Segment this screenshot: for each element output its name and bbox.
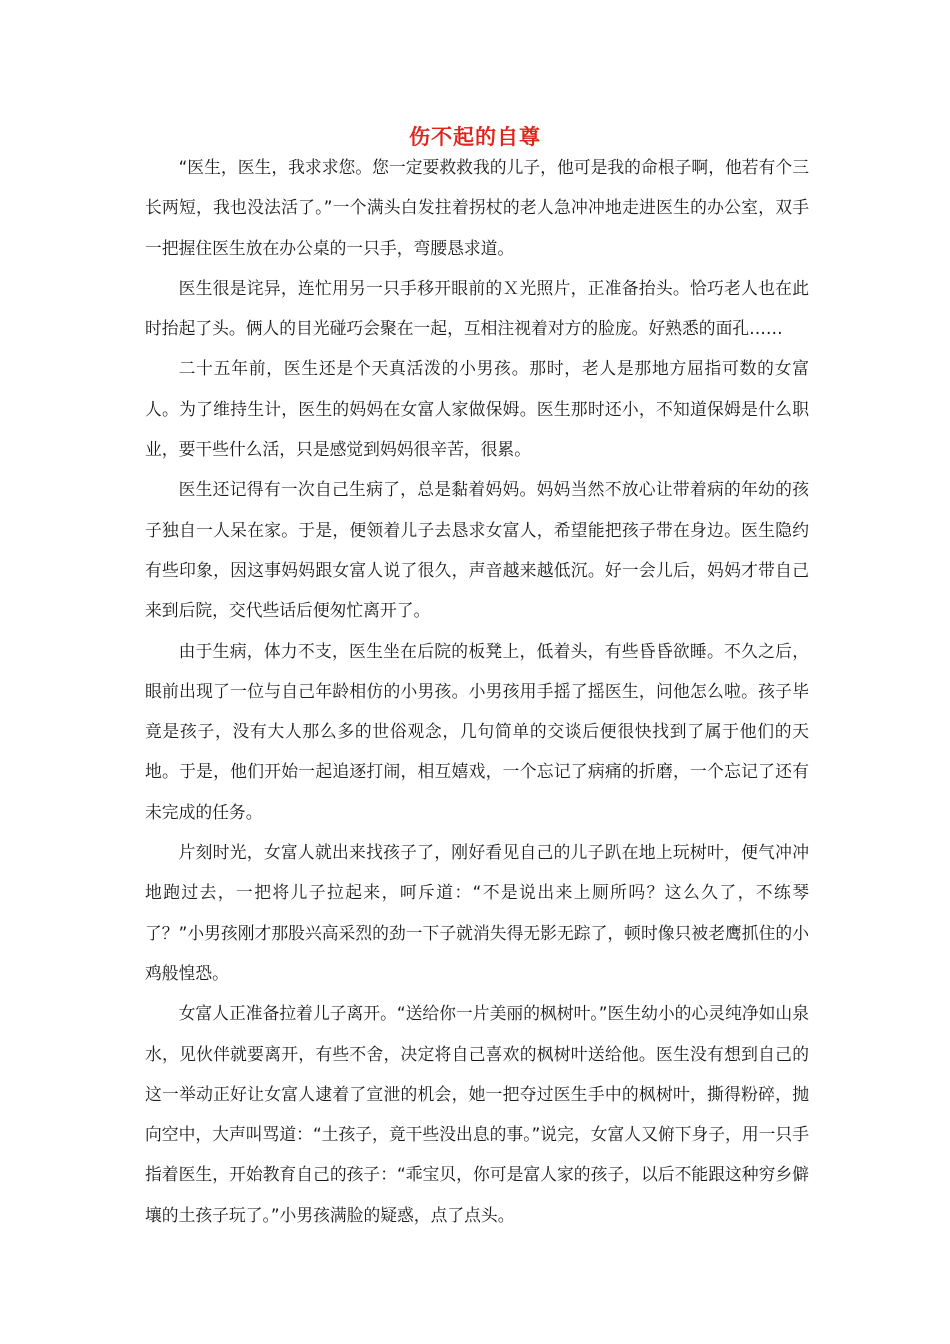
paragraph-4: 医生还记得有一次自己生病了，总是黏着妈妈。妈妈当然不放心让带着病的年幼的孩子独自一人呆在家。于是，便领着儿子去恳求女富人，希望能把孩子带在身边。医生隐约有些印象，因这事妈妈跟女富人说了很久，声音越来越低沉。好一会儿后，妈妈才带自己来到后院，交代些话后便匆忙离开了。 bbox=[145, 479, 809, 621]
article-title: 伤不起的自尊 bbox=[409, 125, 541, 149]
paragraph-2: 医生很是诧异，连忙用另一只手移开眼前的Ｘ光照片，正准备抬头。恰巧老人也在此时抬起了头。俩人的目光碰巧会聚在一起，互相注视着对方的脸庞。好熟悉的面孔…… bbox=[145, 277, 809, 339]
paragraph-5: 由于生病，体力不支，医生坐在后院的板凳上，低着头，有些昏昏欲睡。不久之后，眼前出现了一位与自己年龄相仿的小男孩。小男孩用手摇了摇医生，问他怎么啦。孩子毕竟是孩子，没有大人那么多的世俗观念，几句简单的交谈后便很快找到了属于他们的天地。于是，他们开始一起追逐打闹，相互嬉戏，一个忘记了病痛的折磨，一个忘记了还有未完成的任务。 bbox=[145, 640, 809, 822]
paragraph-7: 女富人正准备拉着儿子离开。“送给你一片美丽的枫树叶。”医生幼小的心灵纯净如山泉水，见伙伴就要离开，有些不舍，决定将自己喜欢的枫树叶送给他。医生没有想到自己的这一举动正好让女富人逮着了宣泄的机会，她一把夺过医生手中的枫树叶，撕得粉碎，抛向空中，大声叫骂道：“土孩子，竟干些没出息的事。”说完，女富人又俯下身子，用一只手指着医生，开始教育自己的孩子：“乖宝贝，你可是富人家的孩子，以后不能跟这种穷乡僻壤的土孩子玩了。”小男孩满脸的疑惑，点了点头。 bbox=[145, 1003, 809, 1225]
paragraph-1: “医生，医生，我求求您。您一定要救救我的儿子，他可是我的命根子啊，他若有个三长两短，我也没法活了。”一个满头白发拄着拐杖的老人急冲冲地走进医生的办公室，双手一把握住医生放在办公桌的一只手，弯腰恳求道。 bbox=[145, 157, 809, 258]
paragraph-6: 片刻时光，女富人就出来找孩子了，刚好看见自己的儿子趴在地上玩树叶，便气冲冲地跑过去，一把将儿子拉起来，呵斥道：“不是说出来上厕所吗？这么久了，不练琴了？”小男孩刚才那股兴高采烈的劲一下子就消失得无影无踪了，顿时像只被老鹰抓住的小鸡般惶恐。 bbox=[145, 842, 809, 983]
paragraph-3: 二十五年前，医生还是个天真活泼的小男孩。那时，老人是那地方屈指可数的女富人。为了维持生计，医生的妈妈在女富人家做保姆。医生那时还小，不知道保姆是什么职业，要干些什么活，只是感觉到妈妈很辛苦，很累。 bbox=[145, 358, 809, 460]
article-body bbox=[145, 147, 809, 1235]
